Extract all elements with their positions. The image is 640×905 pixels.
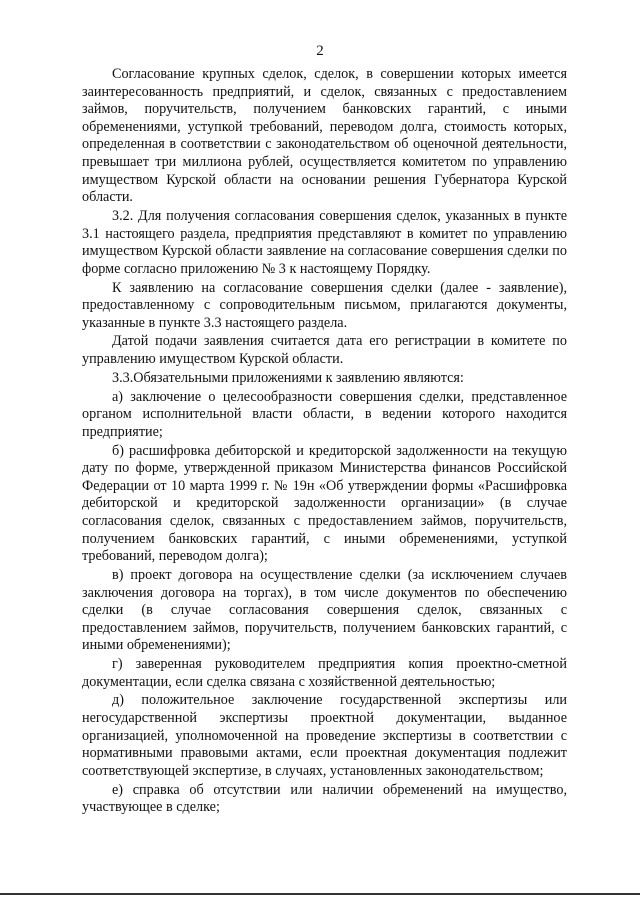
list-item-d: д) положительное заключение государственной экспертизы или негосударственной экспертизы проектной документации, выданное организацией, уполномоченной на проведение экспертизы в соответствии с нормативными правовыми актами, если проектная документация подлежит соответствующей экспертизе, в случаях, установленных законодательством; — [82, 692, 567, 779]
paragraph-submission-date: Датой подачи заявления считается дата его регистрации в комитете по управлению имуществом Курской области. — [82, 333, 567, 368]
paragraph-application-attachments: К заявлению на согласование совершения сделки (далее - заявление), предоставленному с сопроводительным письмом, прилагаются документы, указанные в пункте 3.3 настоящего раздела. — [82, 279, 567, 331]
paragraph-3-2: 3.2. Для получения согласования совершения сделок, указанных в пункте 3.1 настоящего раздела, предприятия представляют в комитет по управлению имуществом Курской области заявление на согласование совершения сделки по форме согласно приложению № 3 к настоящему Порядку. — [82, 207, 567, 277]
paragraph-approval-intro: Согласование крупных сделок, сделок, в совершении которых имеется заинтересованность предприятий, и сделок, связанных с предоставлением займов, поручительств, получением банковских гарантий, с иными обременениями, уступкой требований, переводом долга, стоимость которых, определенная в соответствии с законодательством об оценочной деятельности, превышает три миллиона рублей, осуществляется комитетом по управлению имуществом Курской области на основании решения Губернатора Курской области. — [82, 66, 567, 206]
list-item-v: в) проект договора на осуществление сделки (за исключением случаев заключения договора на торгах), в том числе документов по обеспечению сделки (в случае согласования совершения сделок, связанных с предоставлением займов, поручительств, получением банковских гарантий, с иными обременениями); — [82, 566, 567, 654]
document-body — [82, 66, 567, 818]
page-bottom-rule — [0, 893, 640, 895]
paragraph-3-3: 3.3.Обязательными приложениями к заявлению являются: — [112, 369, 464, 386]
list-item-e: е) справка об отсутствии или наличии обременений на имущество, участвующее в сделке; — [82, 781, 567, 816]
list-item-g: г) заверенная руководителем предприятия копия проектно-сметной документации, если сделка связана с хозяйственной деятельностью; — [82, 656, 567, 690]
list-item-a: а) заключение о целесообразности совершения сделки, представленное органом исполнительной власти области, в ведении которого находится предприятие; — [82, 388, 567, 440]
page-number: 2 — [316, 43, 324, 59]
list-item-b: б) расшифровка дебиторской и кредиторской задолженности на текущую дату по форме, утвержденной приказом Министерства финансов Российской Федерации от 10 марта 1999 г. № 19н «Об утверждении формы «Расшифровка дебиторской и кредиторской задолженности организации» (в случае согласования сделок, связанных с предоставлением займов, поручительств, получением банковских гарантий, с иными обременениями, уступкой требований, переводом долга); — [82, 442, 567, 565]
